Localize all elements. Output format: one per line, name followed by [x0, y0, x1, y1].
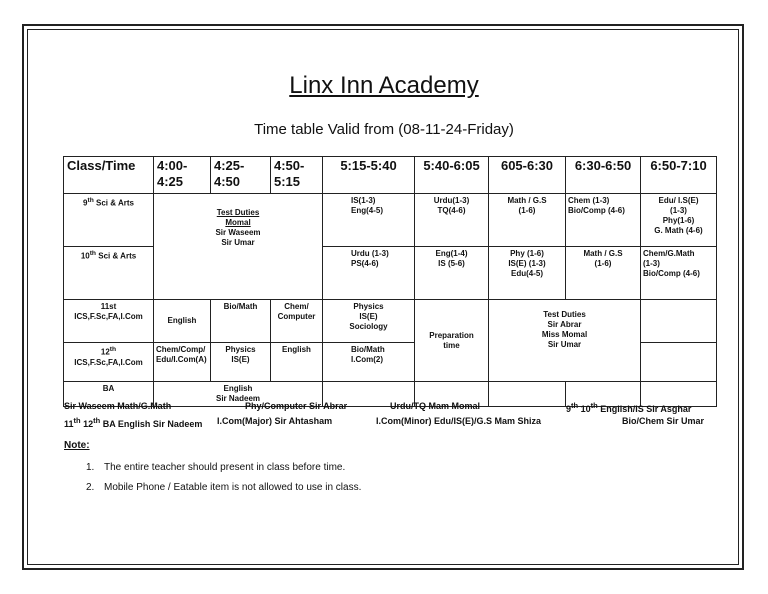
preparation-time-cell: Preparation time: [415, 300, 489, 382]
period-cell: Bio/Math I.Com(2): [323, 343, 415, 382]
period-cell: Bio/Math: [211, 300, 271, 343]
notes-list: [86, 462, 361, 502]
teacher-assignment: Bio/Chem Sir Umar: [622, 416, 705, 426]
header-slot: 6:30-6:50: [566, 157, 641, 194]
teacher-assignment: Urdu/TQ Mam Momal: [390, 401, 481, 411]
test-duties-cell: Test Duties Sir Abrar Miss Momal Sir Umar: [489, 300, 641, 382]
table-row: [64, 300, 717, 343]
period-cell: Physics IS(E) Sociology: [323, 300, 415, 343]
period-cell: Urdu(1-3) TQ(4-6): [415, 194, 489, 247]
period-cell: [489, 382, 566, 407]
header-slot: 6:50-7:10: [641, 157, 717, 194]
teacher-assignment: I.Com(Minor) Edu/IS(E)/G.S Mam Shiza: [376, 416, 542, 426]
period-cell: Edu/ I.S(E) (1-3) Phy(1-6) G. Math (4-6): [641, 194, 717, 247]
note-label: Note:: [64, 440, 90, 451]
test-duties-cell: Test Duties Momal Sir Waseem Sir Umar: [154, 194, 323, 300]
academy-title: Linx Inn Academy: [289, 72, 479, 99]
period-cell: Math / G.S (1-6): [489, 194, 566, 247]
teacher-assignment: 9th 10th English/IS Sir Asghar: [566, 401, 692, 414]
class-cell: 10th Sci & Arts: [64, 247, 154, 300]
period-cell: English: [271, 343, 323, 382]
period-cell: Chem (1-3) Bio/Comp (4-6): [566, 194, 641, 247]
list-item: 2. Mobile Phone / Eatable item is not allowed to use in class.: [86, 482, 362, 493]
period-cell: Chem/Comp/ Edu/I.Com(A): [154, 343, 211, 382]
header-row: [64, 157, 717, 194]
header-slot: 4:50- 5:15: [271, 157, 323, 194]
header-slot: 5:15-5:40: [323, 157, 415, 194]
period-cell: English: [154, 300, 211, 343]
timetable-subtitle: Time table Valid from (08-11-24-Friday): [254, 121, 514, 138]
teacher-assignment: 11th 12th BA English Sir Nadeem: [64, 416, 203, 429]
table-row: [64, 194, 717, 247]
teacher-assignment: Phy/Computer Sir Abrar: [245, 401, 348, 411]
header-slot: 4:00- 4:25: [154, 157, 211, 194]
period-cell: Phy (1-6) IS(E) (1-3) Edu(4-5): [489, 247, 566, 300]
header-slot: 5:40-6:05: [415, 157, 489, 194]
list-item: 1. The entire teacher should present in class before time.: [86, 462, 346, 473]
period-cell: [641, 300, 717, 343]
class-cell: 11st ICS,F.Sc,FA,I.Com: [64, 300, 154, 343]
period-cell: [641, 343, 717, 382]
period-cell: Chem/ Computer: [271, 300, 323, 343]
class-cell: BA: [64, 382, 154, 407]
teacher-assignment: Sir Waseem Math/G.Math: [64, 401, 172, 411]
period-cell: Math / G.S (1-6): [566, 247, 641, 300]
teacher-assignment: I.Com(Major) Sir Ahtasham: [217, 416, 333, 426]
period-cell: Eng(1-4) IS (5-6): [415, 247, 489, 300]
class-cell: 9th Sci & Arts: [64, 194, 154, 247]
period-cell: Physics IS(E): [211, 343, 271, 382]
period-cell: English Sir Nadeem: [154, 382, 323, 407]
timetable: [63, 156, 717, 407]
header-class-time: Class/Time: [64, 157, 154, 194]
period-cell: Chem/G.Math (1-3) Bio/Comp (4-6): [641, 247, 717, 300]
class-cell: 12th ICS,F.Sc,FA,I.Com: [64, 343, 154, 382]
header-slot: 4:25- 4:50: [211, 157, 271, 194]
header-slot: 605-6:30: [489, 157, 566, 194]
period-cell: Urdu (1-3) PS(4-6): [323, 247, 415, 300]
period-cell: IS(1-3) Eng(4-5): [323, 194, 415, 247]
